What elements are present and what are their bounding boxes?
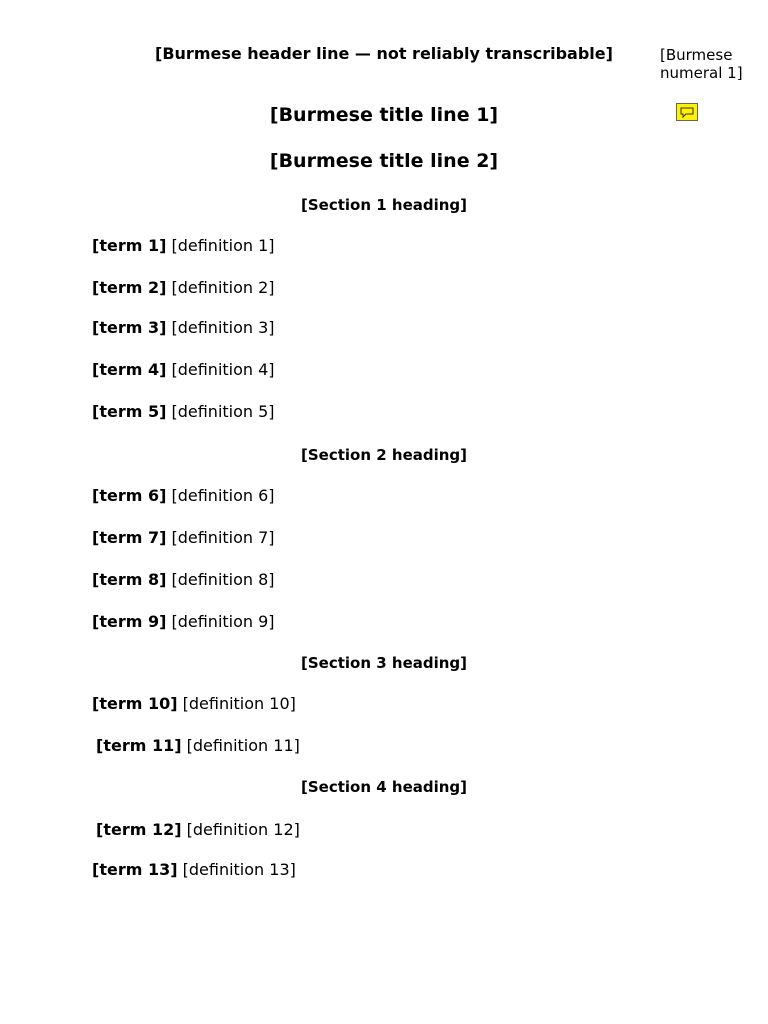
term: [term 12] — [96, 820, 182, 839]
term: [term 3] — [92, 318, 167, 337]
title-line-1: [Burmese title line 1] — [269, 104, 499, 126]
list-item — [92, 278, 275, 297]
section-heading: [Section 4 heading] — [300, 778, 468, 796]
list-item — [92, 528, 275, 547]
section-heading: [Section 3 heading] — [300, 654, 468, 672]
definition: [definition 9] — [171, 612, 275, 631]
term: [term 8] — [92, 570, 167, 589]
title-line-2: [Burmese title line 2] — [269, 150, 499, 172]
term: [term 2] — [92, 278, 167, 297]
list-item — [92, 236, 275, 255]
term: [term 5] — [92, 402, 167, 421]
list-item — [96, 820, 300, 839]
list-item — [92, 402, 275, 421]
term: [term 9] — [92, 612, 167, 631]
term: [term 1] — [92, 236, 167, 255]
term: [term 10] — [92, 694, 178, 713]
list-item — [92, 318, 275, 337]
definition: [definition 11] — [186, 736, 300, 755]
definition: [definition 3] — [171, 318, 275, 337]
definition: [definition 5] — [171, 402, 275, 421]
term: [term 13] — [92, 860, 178, 879]
definition: [definition 10] — [182, 694, 296, 713]
list-item — [92, 570, 275, 589]
section-heading: [Section 2 heading] — [300, 446, 468, 464]
term: [term 7] — [92, 528, 167, 547]
definition: [definition 4] — [171, 360, 275, 379]
list-item — [92, 612, 275, 631]
list-item — [92, 860, 296, 879]
definition: [definition 12] — [186, 820, 300, 839]
page-number: [Burmese numeral 1] — [660, 46, 743, 82]
definition: [definition 6] — [171, 486, 275, 505]
definition: [definition 7] — [171, 528, 275, 547]
definition: [definition 2] — [171, 278, 275, 297]
term: [term 11] — [96, 736, 182, 755]
definition: [definition 1] — [171, 236, 275, 255]
list-item — [92, 694, 296, 713]
definition: [definition 8] — [171, 570, 275, 589]
section-heading: [Section 1 heading] — [300, 196, 468, 214]
term: [term 4] — [92, 360, 167, 379]
term: [term 6] — [92, 486, 167, 505]
definition: [definition 13] — [182, 860, 296, 879]
list-item — [92, 360, 275, 379]
list-item — [96, 736, 300, 755]
page-header: [Burmese header line — not reliably transcribable] — [155, 44, 613, 63]
list-item — [92, 486, 275, 505]
